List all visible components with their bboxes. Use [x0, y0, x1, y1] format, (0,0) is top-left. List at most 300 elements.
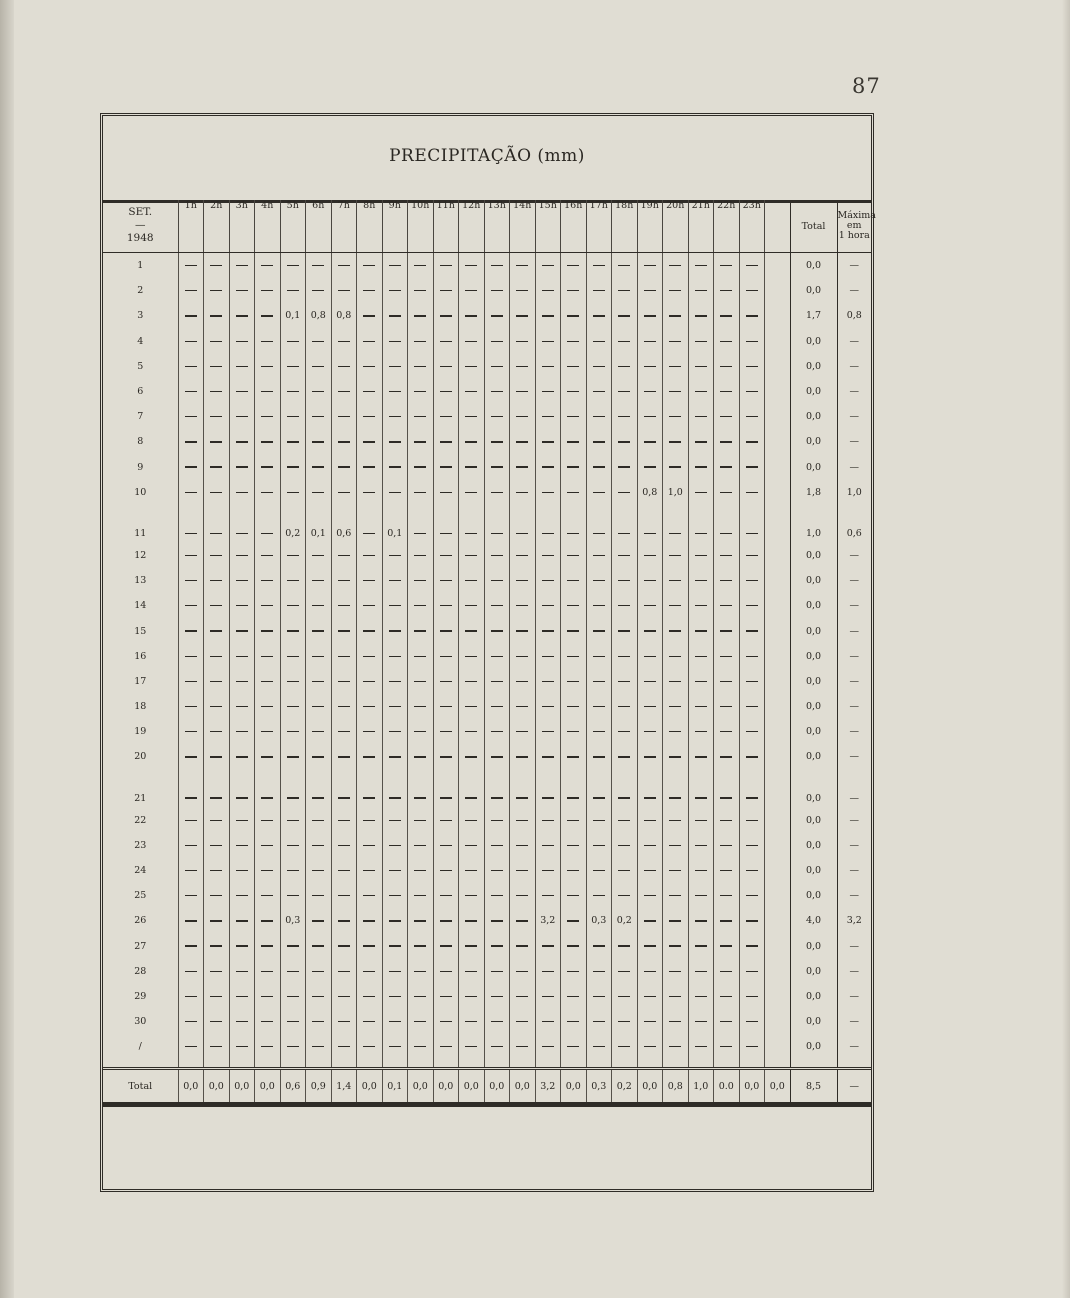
table-row: [103, 908, 871, 933]
dash-mark: [261, 533, 273, 534]
hour-empty-cell: [714, 354, 740, 379]
hour-value-cell: 3,2: [535, 908, 561, 933]
hour-empty-cell: [357, 505, 383, 543]
dash-mark: [516, 845, 528, 846]
hour-empty-cell: [688, 505, 714, 543]
hour-empty-cell: [612, 329, 638, 354]
hour-empty-cell: [306, 429, 332, 454]
hour-empty-cell: [688, 568, 714, 593]
hour-empty-cell: [586, 253, 612, 279]
day-cell: 17: [134, 675, 147, 687]
hour-empty-cell: [382, 303, 408, 328]
dash-mark: [491, 656, 503, 657]
day-cell: 10: [134, 486, 147, 498]
hour-empty-cell: [688, 354, 714, 379]
hour-empty-cell: [382, 480, 408, 505]
hour-empty-cell: [408, 593, 434, 618]
dash-mark: [236, 797, 248, 798]
dash-mark: [312, 920, 324, 921]
hour-empty-cell: [688, 253, 714, 279]
hour-empty-cell: [331, 253, 357, 279]
dash-mark: [542, 1046, 554, 1047]
hour-empty-cell: [714, 934, 740, 959]
hour-empty-cell: [255, 984, 281, 1009]
dash-mark: [465, 533, 477, 534]
dash-mark: [644, 265, 656, 266]
hour-empty-cell: [255, 354, 281, 379]
table-row: [103, 1034, 871, 1059]
hour-empty-cell: [663, 379, 689, 404]
hour-empty-cell: [255, 858, 281, 883]
dash-mark: [491, 845, 503, 846]
dash-mark: [261, 416, 273, 417]
dash-mark: [618, 391, 630, 392]
dash-mark: [261, 920, 273, 921]
hour-empty-cell: [739, 1034, 765, 1059]
dash-mark: [567, 731, 579, 732]
max-hour-header-line: Máxima: [837, 210, 876, 221]
dash-mark: [695, 492, 707, 493]
hour-empty-cell: [739, 480, 765, 505]
row-total-cell: 0,0: [790, 669, 837, 694]
dash-mark: [746, 315, 758, 316]
dash-mark: [338, 441, 350, 442]
hour-total-cell: 0,0: [229, 1069, 255, 1104]
dash-mark: [695, 605, 707, 606]
hour-empty-cell: [637, 908, 663, 933]
hour-empty-cell: [535, 770, 561, 808]
dash-mark: [312, 416, 324, 417]
hour-empty-cell: [535, 618, 561, 643]
dash-mark: [236, 895, 248, 896]
hour-empty-cell: [204, 644, 230, 669]
hour-header: 16h: [561, 200, 587, 253]
dash-mark: [465, 731, 477, 732]
hour-empty-cell: [255, 644, 281, 669]
hour-empty-cell: [229, 329, 255, 354]
dash-mark: [312, 996, 324, 997]
dash-mark: [644, 1021, 656, 1022]
table-row: [103, 644, 871, 669]
dash-mark: [312, 1046, 324, 1047]
hour-empty-cell: [306, 770, 332, 808]
dash-mark: [542, 290, 554, 291]
dash-mark: [414, 605, 426, 606]
hour-empty-cell: [459, 480, 485, 505]
hour-empty-cell: [229, 694, 255, 719]
dash-mark: [644, 341, 656, 342]
hour-empty-cell: [561, 959, 587, 984]
hour-empty-cell: [637, 744, 663, 769]
dash-mark: [644, 391, 656, 392]
hour-total-cell: 0,0: [510, 1069, 536, 1104]
hour-empty-cell: [586, 984, 612, 1009]
hour-empty-cell: [178, 329, 204, 354]
dash-mark: [363, 416, 375, 417]
dash-mark: [695, 366, 707, 367]
dash-mark: [695, 656, 707, 657]
hour-empty-cell: [714, 858, 740, 883]
dash-mark: [695, 797, 707, 798]
dash-mark: [695, 555, 707, 556]
hour-empty-cell: [561, 719, 587, 744]
dash-mark: [261, 731, 273, 732]
dash-mark: [440, 391, 452, 392]
hour-value-cell: 0,2: [280, 505, 306, 543]
dash-mark: [720, 391, 732, 392]
hour-empty-cell: [714, 303, 740, 328]
hour-empty-cell: [178, 770, 204, 808]
spacer-cell: [204, 1059, 230, 1069]
dash-mark: [618, 731, 630, 732]
hour-empty-cell: [433, 833, 459, 858]
dash-mark: [414, 895, 426, 896]
hour-empty-cell: [459, 379, 485, 404]
hour-empty-cell: [561, 455, 587, 480]
hour-empty-cell: [229, 744, 255, 769]
dash-mark: [185, 630, 197, 631]
hour-empty-cell: [484, 644, 510, 669]
hour-empty-cell: [408, 379, 434, 404]
dash-mark: [414, 315, 426, 316]
dash-mark: [542, 656, 554, 657]
hour-empty-cell: [586, 744, 612, 769]
dash-mark: [261, 315, 273, 316]
hour-empty-cell: [586, 329, 612, 354]
hour-empty-cell: [535, 379, 561, 404]
dash-mark: [593, 555, 605, 556]
dash-mark: [720, 630, 732, 631]
hour-empty-cell: [510, 480, 536, 505]
dash-mark: [363, 971, 375, 972]
dash-mark: [210, 996, 222, 997]
hour-empty-cell: [382, 959, 408, 984]
dash-mark: [746, 580, 758, 581]
hour-empty-cell: [433, 669, 459, 694]
dash-mark: [644, 533, 656, 534]
dash-mark: [185, 341, 197, 342]
hour-empty-cell: [255, 833, 281, 858]
hour-empty-cell: [408, 480, 434, 505]
row-total-cell: 0,0: [790, 568, 837, 593]
dash-mark: [287, 820, 299, 821]
hour-empty-cell: [484, 744, 510, 769]
dash-mark: [669, 797, 681, 798]
hour-empty-cell: [484, 719, 510, 744]
dash-mark: [746, 366, 758, 367]
dash-mark: [720, 895, 732, 896]
dash-mark: [236, 605, 248, 606]
dash-mark: [465, 290, 477, 291]
hour-empty-cell: [510, 833, 536, 858]
hour-empty-cell: [229, 455, 255, 480]
dash-mark: [465, 630, 477, 631]
dash-mark: [516, 492, 528, 493]
dash-mark: [312, 706, 324, 707]
hour-empty-cell: [357, 480, 383, 505]
dash-mark: [465, 341, 477, 342]
hour-empty-cell: [229, 543, 255, 568]
dash-mark: [363, 1021, 375, 1022]
dash-mark: [542, 706, 554, 707]
row-max-cell: —: [837, 568, 871, 593]
dash-mark: [236, 315, 248, 316]
dash-mark: [593, 756, 605, 757]
hour-empty-cell: [739, 429, 765, 454]
dash-mark: [338, 945, 350, 946]
dash-mark: [695, 580, 707, 581]
hour-empty-cell: [229, 480, 255, 505]
hour-empty-cell: [739, 505, 765, 543]
row-max-cell: —: [837, 253, 871, 279]
hour-empty-cell: [510, 1009, 536, 1034]
blank-hour-cell: [765, 593, 791, 618]
hour-empty-cell: [739, 808, 765, 833]
day-cell: 24: [134, 865, 147, 877]
hour-empty-cell: [586, 354, 612, 379]
hour-empty-cell: [586, 568, 612, 593]
table-row: [103, 568, 871, 593]
dash-mark: [363, 366, 375, 367]
hour-empty-cell: [178, 354, 204, 379]
hour-empty-cell: [688, 833, 714, 858]
hour-empty-cell: [586, 455, 612, 480]
hour-empty-cell: [459, 455, 485, 480]
hour-empty-cell: [433, 1009, 459, 1034]
dash-mark: [542, 492, 554, 493]
hour-empty-cell: [382, 568, 408, 593]
hour-empty-cell: [357, 984, 383, 1009]
dash-mark: [389, 756, 401, 757]
blank-hour-cell: [765, 543, 791, 568]
dash-mark: [261, 895, 273, 896]
dash-mark: [363, 630, 375, 631]
dash-mark: [567, 920, 579, 921]
dash-mark: [695, 466, 707, 467]
dash-mark: [618, 895, 630, 896]
hour-empty-cell: [535, 808, 561, 833]
hour-empty-cell: [178, 934, 204, 959]
dash-mark: [312, 845, 324, 846]
hour-header: 22h: [714, 200, 740, 253]
hour-empty-cell: [663, 694, 689, 719]
hour-empty-cell: [255, 808, 281, 833]
dash-mark: [261, 870, 273, 871]
dash-mark: [491, 971, 503, 972]
hour-header: 6h: [306, 200, 332, 253]
hour-empty-cell: [306, 329, 332, 354]
hour-empty-cell: [357, 429, 383, 454]
dash-mark: [287, 580, 299, 581]
dash-mark: [363, 391, 375, 392]
dash-mark: [440, 681, 452, 682]
hour-total-cell: 3,2: [535, 1069, 561, 1104]
hour-empty-cell: [688, 984, 714, 1009]
hour-empty-cell: [688, 429, 714, 454]
table-row: [103, 984, 871, 1009]
dash-mark: [312, 391, 324, 392]
dash-mark: [338, 731, 350, 732]
spacer-cell: [178, 1059, 204, 1069]
dash-mark: [593, 731, 605, 732]
hour-empty-cell: [229, 505, 255, 543]
hour-header: 1h: [178, 200, 204, 253]
hour-empty-cell: [306, 694, 332, 719]
dash-mark: [720, 681, 732, 682]
hour-empty-cell: [280, 354, 306, 379]
dash-mark: [593, 315, 605, 316]
dash-mark: [261, 945, 273, 946]
hour-empty-cell: [714, 833, 740, 858]
dash-mark: [210, 630, 222, 631]
spacer-cell: [459, 1059, 485, 1069]
dash-mark: [746, 1021, 758, 1022]
hour-empty-cell: [637, 719, 663, 744]
hour-empty-cell: [510, 354, 536, 379]
dash-mark: [491, 555, 503, 556]
hour-empty-cell: [280, 278, 306, 303]
hour-empty-cell: [178, 833, 204, 858]
blank-hour-cell: [765, 1034, 791, 1059]
dash-mark: [542, 416, 554, 417]
hour-empty-cell: [255, 278, 281, 303]
hour-empty-cell: [714, 770, 740, 808]
hour-total-cell: 1,4: [331, 1069, 357, 1104]
dash-mark: [542, 895, 554, 896]
dash-mark: [185, 416, 197, 417]
dash-mark: [593, 797, 605, 798]
hour-empty-cell: [535, 404, 561, 429]
hour-empty-cell: [535, 429, 561, 454]
blank-hour-cell: [765, 858, 791, 883]
spacer-cell: [484, 1059, 510, 1069]
dash-mark: [389, 315, 401, 316]
hour-empty-cell: [178, 455, 204, 480]
hour-empty-cell: [561, 379, 587, 404]
dash-mark: [440, 533, 452, 534]
dash-mark: [312, 605, 324, 606]
spacer-cell: [837, 1059, 871, 1069]
dash-mark: [261, 366, 273, 367]
dash-mark: [440, 315, 452, 316]
row-max-cell: 1,0: [837, 480, 871, 505]
spacer-cell: [561, 1059, 587, 1069]
hour-empty-cell: [663, 618, 689, 643]
dash-mark: [287, 605, 299, 606]
hour-empty-cell: [510, 883, 536, 908]
hour-header: 10h: [408, 200, 434, 253]
dash-mark: [210, 797, 222, 798]
hour-empty-cell: [255, 1009, 281, 1034]
hour-empty-cell: [637, 833, 663, 858]
hour-empty-cell: [255, 404, 281, 429]
dash-mark: [644, 366, 656, 367]
dash-mark: [567, 466, 579, 467]
hour-empty-cell: [331, 379, 357, 404]
hour-empty-cell: [306, 669, 332, 694]
dash-mark: [185, 996, 197, 997]
hour-empty-cell: [714, 253, 740, 279]
hour-empty-cell: [280, 543, 306, 568]
dash-mark: [669, 1046, 681, 1047]
row-total-cell: 0,0: [790, 429, 837, 454]
hour-empty-cell: [561, 669, 587, 694]
hour-empty-cell: [178, 1009, 204, 1034]
dash-mark: [185, 820, 197, 821]
dash-mark: [669, 466, 681, 467]
hour-empty-cell: [510, 303, 536, 328]
dash-mark: [669, 681, 681, 682]
dash-mark: [644, 706, 656, 707]
dash-mark: [618, 945, 630, 946]
dash-mark: [363, 492, 375, 493]
dash-mark: [185, 605, 197, 606]
dash-mark: [695, 731, 707, 732]
dash-mark: [236, 656, 248, 657]
hour-empty-cell: [586, 404, 612, 429]
dash-mark: [287, 630, 299, 631]
dash-mark: [644, 731, 656, 732]
dash-mark: [338, 920, 350, 921]
dash-mark: [287, 731, 299, 732]
dash-mark: [440, 996, 452, 997]
dash-mark: [261, 605, 273, 606]
hour-empty-cell: [714, 984, 740, 1009]
hour-empty-cell: [178, 644, 204, 669]
blank-hour-cell: [765, 480, 791, 505]
dash-mark: [720, 845, 732, 846]
dash-mark: [491, 492, 503, 493]
dash-mark: [720, 1046, 732, 1047]
hour-empty-cell: [637, 253, 663, 279]
hour-empty-cell: [280, 883, 306, 908]
hour-empty-cell: [484, 883, 510, 908]
dash-mark: [720, 533, 732, 534]
hour-empty-cell: [535, 984, 561, 1009]
hour-empty-cell: [510, 543, 536, 568]
dash-mark: [287, 797, 299, 798]
dash-mark: [542, 366, 554, 367]
hour-empty-cell: [433, 278, 459, 303]
hour-empty-cell: [357, 833, 383, 858]
dash-mark: [644, 920, 656, 921]
dash-mark: [363, 945, 375, 946]
dash-mark: [312, 945, 324, 946]
hour-empty-cell: [612, 505, 638, 543]
dash-mark: [618, 656, 630, 657]
hour-empty-cell: [178, 618, 204, 643]
hour-empty-cell: [433, 808, 459, 833]
dash-mark: [414, 1046, 426, 1047]
hour-empty-cell: [663, 354, 689, 379]
dash-mark: [567, 870, 579, 871]
hour-empty-cell: [688, 719, 714, 744]
dash-mark: [312, 466, 324, 467]
dash-mark: [236, 945, 248, 946]
dash-mark: [720, 870, 732, 871]
hour-empty-cell: [484, 505, 510, 543]
month-label: SET.: [128, 206, 153, 218]
hour-empty-cell: [357, 694, 383, 719]
day-cell: 8: [137, 436, 144, 448]
dash-mark: [542, 845, 554, 846]
dash-mark: [542, 797, 554, 798]
hour-header: 8h: [357, 200, 383, 253]
dash-mark: [516, 870, 528, 871]
hour-empty-cell: [586, 833, 612, 858]
hour-empty-cell: [612, 278, 638, 303]
dash-mark: [389, 971, 401, 972]
